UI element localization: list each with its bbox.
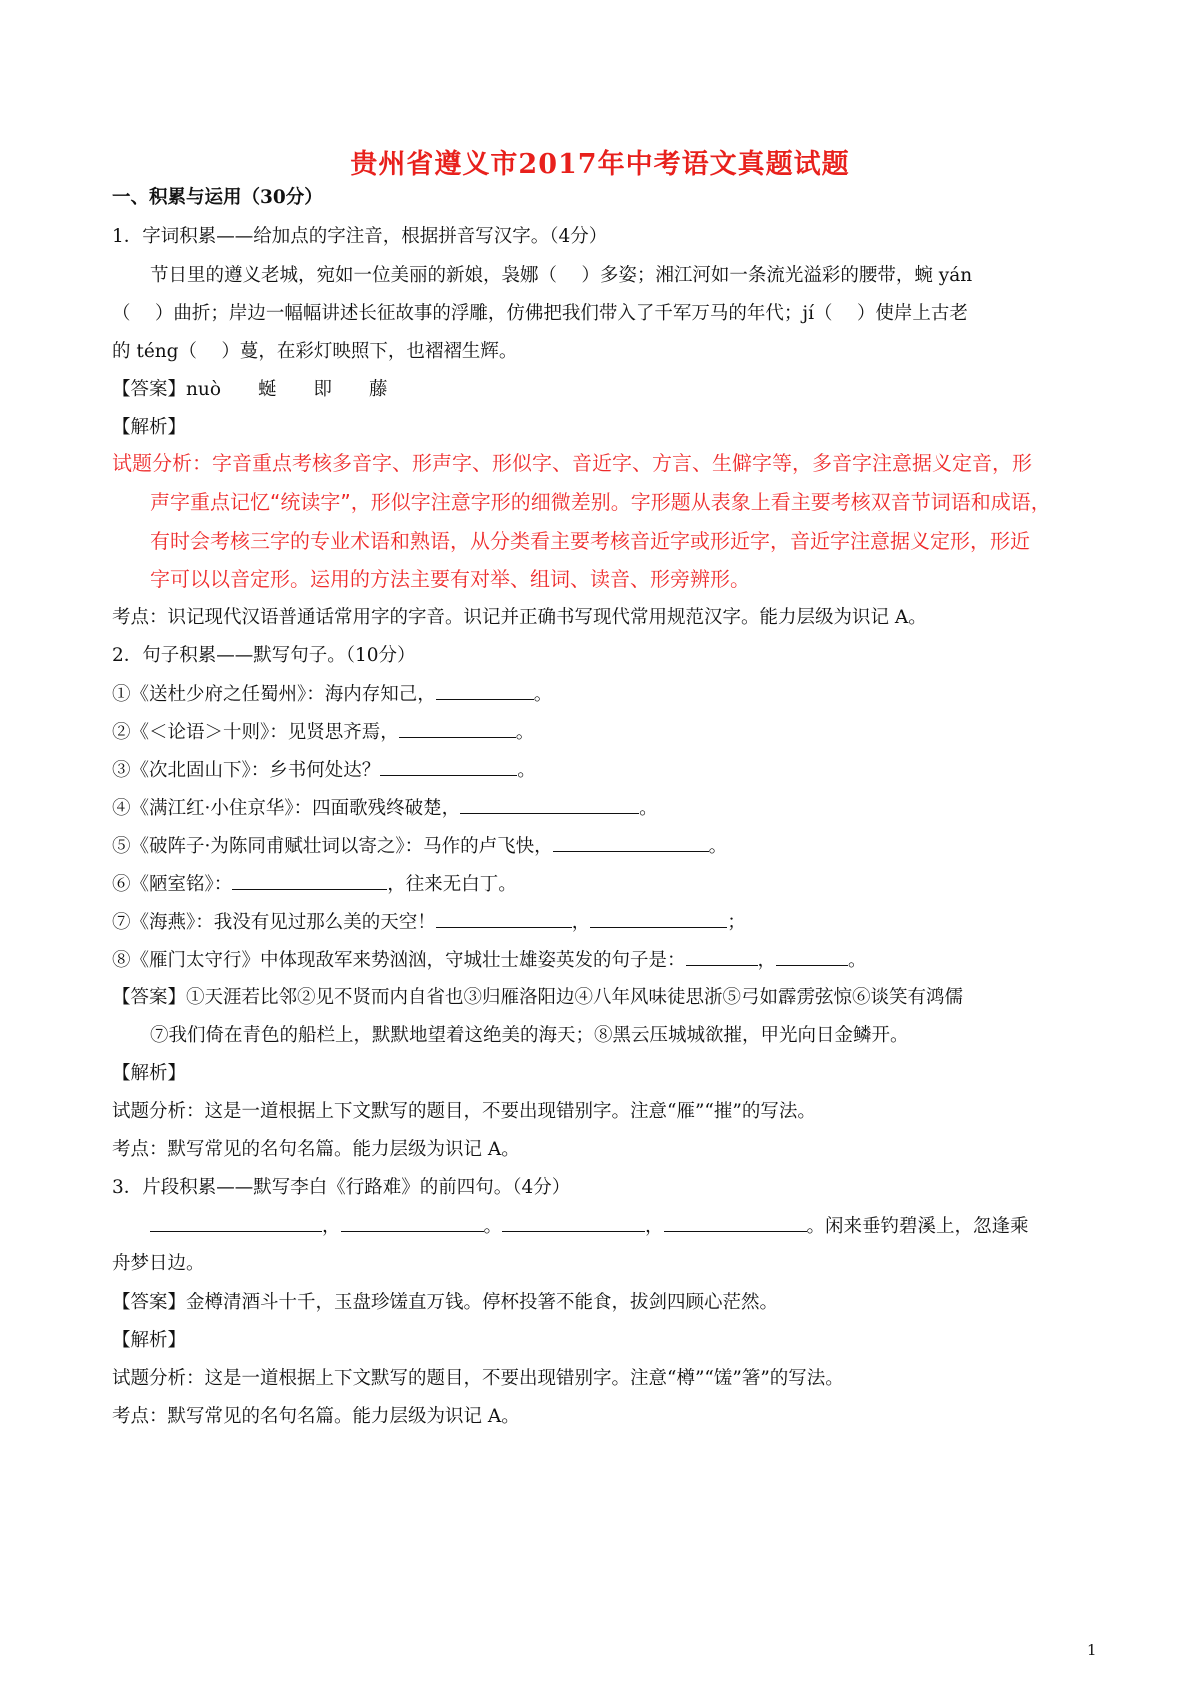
answer-blank[interactable] xyxy=(399,720,516,738)
question-1-kaodian: 考点：识记现代汉语普通话常用字的字音。识记并正确书写现代常用规范汉字。能力层级为识记 A。 xyxy=(112,607,927,628)
answer-blank[interactable] xyxy=(436,682,534,700)
recitation-item: ⑤《破阵子·为陈同甫赋壮词以寄之》：马作的卢飞快， 。 xyxy=(112,836,728,857)
question-1-analysis-line: 有时会考核三字的专业术语和熟语，从分类看主要考核音近字或形近字，音近字注意据义定形，形近 xyxy=(150,529,1030,553)
question-1-stem: 1．字词积累——给加点的字注音，根据拼音写汉字。（4分） xyxy=(112,226,608,247)
question-1-passage-line: （ ）曲折；岸边一幅幅讲述长征故事的浮雕，仿佛把我们带入了千军万马的年代；jí（ ）使岸上古老 xyxy=(112,303,968,324)
question-2-analysis: 试题分析：这是一道根据上下文默写的题目，不要出现错别字。注意“雁”“摧”的写法。 xyxy=(112,1101,816,1122)
recitation-item: ⑥《陋室铭》： ，往来无白丁。 xyxy=(112,874,517,895)
answer-blank[interactable] xyxy=(341,1214,484,1232)
answer-blank[interactable] xyxy=(553,834,709,852)
answer-blank[interactable] xyxy=(150,1214,322,1232)
question-3-fill-line: ， 。 ， 。闲来垂钓碧溪上，忽逢乘 xyxy=(150,1214,1029,1239)
question-3-analysis-heading: 【解析】 xyxy=(112,1330,187,1351)
recitation-item: ④《满江红·小住京华》：四面歌残终破楚， 。 xyxy=(112,798,658,819)
question-3-kaodian: 考点：默写常见的名句名篇。能力层级为识记 A。 xyxy=(112,1406,520,1427)
question-3-stem: 3．片段积累——默写李白《行路难》的前四句。（4分） xyxy=(112,1177,571,1198)
answer-blank[interactable] xyxy=(232,872,387,890)
answer-blank[interactable] xyxy=(776,948,848,966)
answer-blank[interactable] xyxy=(590,910,727,928)
question-2-answer: 【答案】①天涯若比邻②见不贤而内自省也③归雁洛阳边④八年风味徒思浙⑤弓如霹雳弦惊⑥谈笑有鸿儒 xyxy=(112,987,964,1008)
question-2-answer: ⑦我们倚在青色的船栏上，默默地望着这绝美的海天；⑧黑云压城城欲摧，甲光向日金鳞开。 xyxy=(150,1025,909,1046)
question-1-analysis-line: 声字重点记忆“统读字”，形似字注意字形的细微差别。字形题从表象上看主要考核双音节词语和成语， xyxy=(150,490,1051,514)
answer-blank[interactable] xyxy=(436,910,572,928)
answer-blank[interactable] xyxy=(664,1214,807,1232)
question-3-analysis: 试题分析：这是一道根据上下文默写的题目，不要出现错别字。注意“樽”“馐”箸”的写法。 xyxy=(112,1368,844,1389)
recitation-item: ①《送杜少府之任蜀州》：海内存知己， 。 xyxy=(112,684,553,705)
question-1-answer: 【答案】nuò 蜒 即 藤 xyxy=(112,379,388,400)
question-1-passage-line: 的 téng（ ）蔓，在彩灯映照下，也褶褶生辉。 xyxy=(112,341,518,362)
answer-blank[interactable] xyxy=(380,758,517,776)
question-2-stem: 2．句子积累——默写句子。（10分） xyxy=(112,645,416,666)
recitation-item: ②《＜论语＞十则》：见贤思齐焉， 。 xyxy=(112,722,535,743)
question-1-analysis-line: 字可以以音定形。运用的方法主要有对举、组词、读音、形旁辨形。 xyxy=(150,567,750,591)
answer-blank[interactable] xyxy=(460,796,639,814)
question-1-analysis-line: 试题分析：字音重点考核多音字、形声字、形似字、音近字、方言、生僻字等，多音字注意据义定音，形 xyxy=(112,451,1032,475)
question-1-passage-line: 节日里的遵义老城，宛如一位美丽的新娘，袅娜（ ）多姿；湘江河如一条流光溢彩的腰带，蜿 yán xyxy=(150,265,973,286)
question-3-fill-line: 舟梦日边。 xyxy=(112,1253,205,1274)
recitation-item: ⑧《雁门太守行》中体现敌军来势汹汹，守城壮士雄姿英发的句子是： ， 。 xyxy=(112,950,867,971)
recitation-item: ⑦《海燕》：我没有见过那么美的天空！ ， ； xyxy=(112,912,746,933)
page-title: 贵州省遵义市2017年中考语文真题试题 xyxy=(350,149,850,180)
question-2-kaodian: 考点：默写常见的名句名篇。能力层级为识记 A。 xyxy=(112,1139,520,1160)
answer-blank[interactable] xyxy=(502,1214,645,1232)
section-heading: 一、积累与运用（30分） xyxy=(112,187,323,208)
question-2-analysis-heading: 【解析】 xyxy=(112,1063,187,1084)
answer-blank[interactable] xyxy=(686,948,758,966)
page-number: 1 xyxy=(1087,1641,1097,1659)
recitation-item: ③《次北固山下》：乡书何处达？ 。 xyxy=(112,760,536,781)
question-1-analysis-heading: 【解析】 xyxy=(112,417,187,438)
question-3-answer: 【答案】金樽清酒斗十千，玉盘珍馐直万钱。停杯投箸不能食，拔剑四顾心茫然。 xyxy=(112,1292,779,1313)
